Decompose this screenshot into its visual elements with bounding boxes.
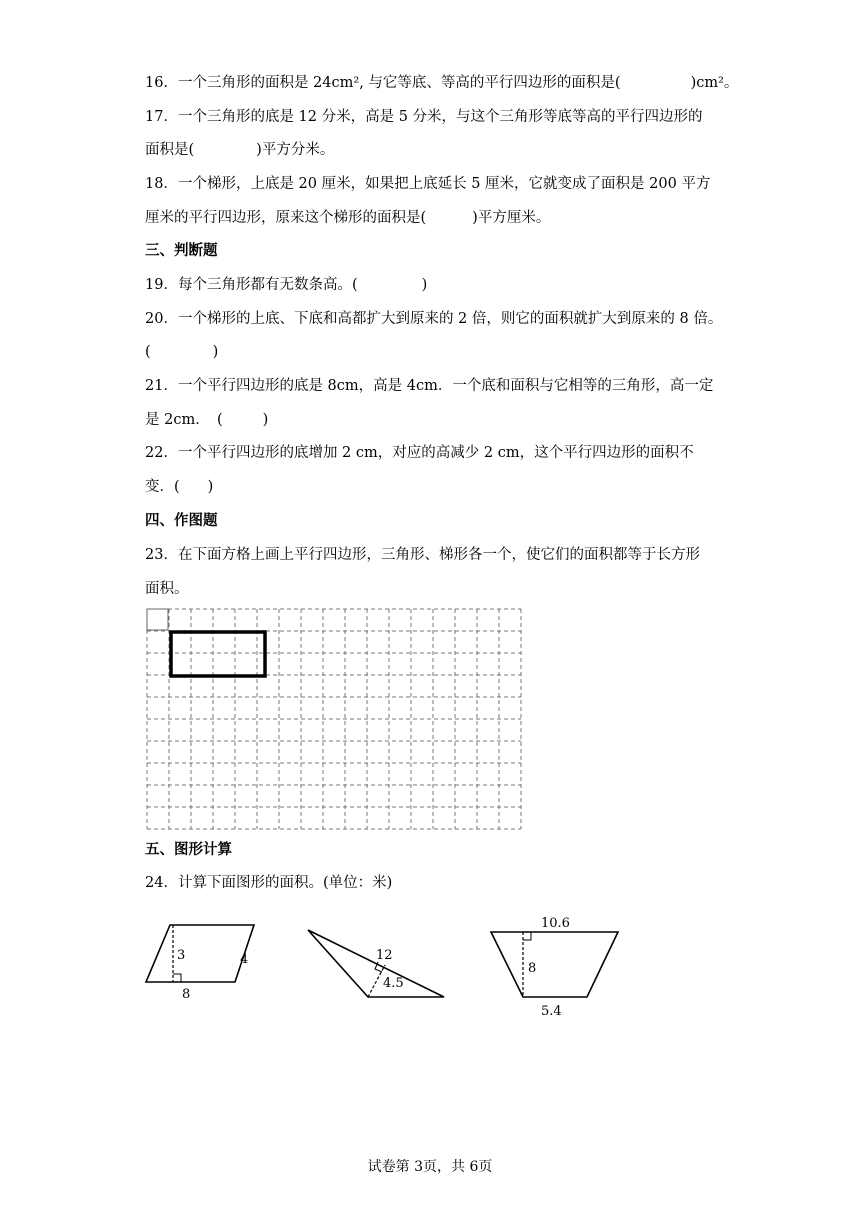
grid-corner-square (147, 609, 168, 630)
question-18-line2 (145, 208, 550, 228)
question-20-text-a: ( (145, 344, 151, 360)
question-23-text-2: 面积。 (145, 581, 189, 597)
parallelogram-base-label: 8 (182, 987, 191, 1002)
question-22-text: 22．一个平行四边形的底增加 2 cm，对应的高减少 2 cm，这个平行四边形的面积不 (145, 445, 694, 461)
question-17-text: 17．一个三角形的底是 12 分米，高是 5 分米，与这个三角形等底等高的平行四边形的 (145, 109, 703, 125)
parallelogram-shape (146, 925, 254, 982)
section-3-heading: 三、判断题 (145, 243, 218, 259)
question-24 (145, 873, 392, 893)
trapezoid-height-label: 8 (528, 961, 537, 976)
right-angle-mark (523, 932, 531, 940)
question-18-line1 (145, 174, 710, 194)
question-21-text-a: 是 2cm． ( (145, 412, 223, 428)
question-24-text: 24．计算下面图形的面积。(单位：米) (145, 875, 393, 891)
question-18-text: 18．一个梯形，上底是 20 厘米，如果把上底延长 5 厘米，它就变成了面积是 200 平方 (145, 176, 711, 192)
question-18-text-a: 厘米的平行四边形，原来这个梯形的面积是( (145, 210, 427, 226)
question-17-text-a: 面积是( (145, 142, 195, 158)
question-16-end: )cm²。 (690, 75, 739, 91)
parallelogram-side-label: 4 (240, 952, 249, 967)
question-21-line2 (145, 410, 268, 430)
given-rectangle (171, 632, 265, 676)
triangle-height-label: 4.5 (383, 976, 404, 991)
question-21-text-b: ) (262, 412, 269, 428)
question-21-line1 (145, 376, 713, 396)
question-19-end: ) (421, 277, 428, 293)
section-4-heading: 四、作图题 (145, 513, 218, 529)
trapezoid-bottom-label: 5.4 (541, 1004, 562, 1019)
question-20-line2 (145, 342, 218, 362)
question-19 (145, 275, 427, 295)
triangle-shape (308, 930, 444, 997)
question-19-text: 19．每个三角形都有无数条高。( (145, 277, 358, 293)
figure-parallelogram (140, 918, 260, 1008)
question-17-text-b: )平方分米。 (256, 142, 335, 158)
figure-trapezoid (486, 910, 626, 1020)
page-footer: 试卷第 3页，共 6页 (367, 1159, 493, 1175)
question-20-line1 (145, 309, 722, 329)
drawing-grid[interactable] (146, 608, 526, 830)
question-16-text: 16．一个三角形的面积是 24cm², 与它等底、等高的平行四边形的面积是( (145, 75, 621, 91)
question-22-line2 (145, 477, 213, 497)
trapezoid-top-label: 10.6 (541, 916, 570, 931)
trapezoid-shape (491, 932, 618, 997)
question-21-text: 21．一个平行四边形的底是 8cm，高是 4cm．一个底和面积与它相等的三角形，高一定 (145, 378, 714, 394)
question-22-text-b: ) (207, 479, 214, 495)
question-17-line2 (145, 140, 334, 160)
grid-step-line (287, 654, 310, 675)
right-angle-mark (173, 974, 181, 982)
question-20-text-b: ) (212, 344, 219, 360)
question-23-line2 (145, 579, 189, 599)
question-23-line1 (145, 545, 700, 565)
section-5-heading: 五、图形计算 (145, 842, 232, 858)
question-17-line1 (145, 107, 703, 127)
question-18-text-b: )平方厘米。 (472, 210, 551, 226)
question-23-text: 23．在下面方格上画上平行四边形，三角形、梯形各一个，使它们的面积都等于长方形 (145, 547, 700, 563)
figure-triangle (302, 920, 452, 1010)
question-22-line1 (145, 443, 694, 463)
question-20-text: 20．一个梯形的上底、下底和高都扩大到原来的 2 倍，则它的面积就扩大到原来的 8 倍。 (145, 311, 723, 327)
parallelogram-height-label: 3 (177, 948, 186, 963)
triangle-base-label: 12 (376, 948, 393, 963)
question-22-text-a: 变．( (145, 479, 180, 495)
question-16 (145, 73, 738, 93)
